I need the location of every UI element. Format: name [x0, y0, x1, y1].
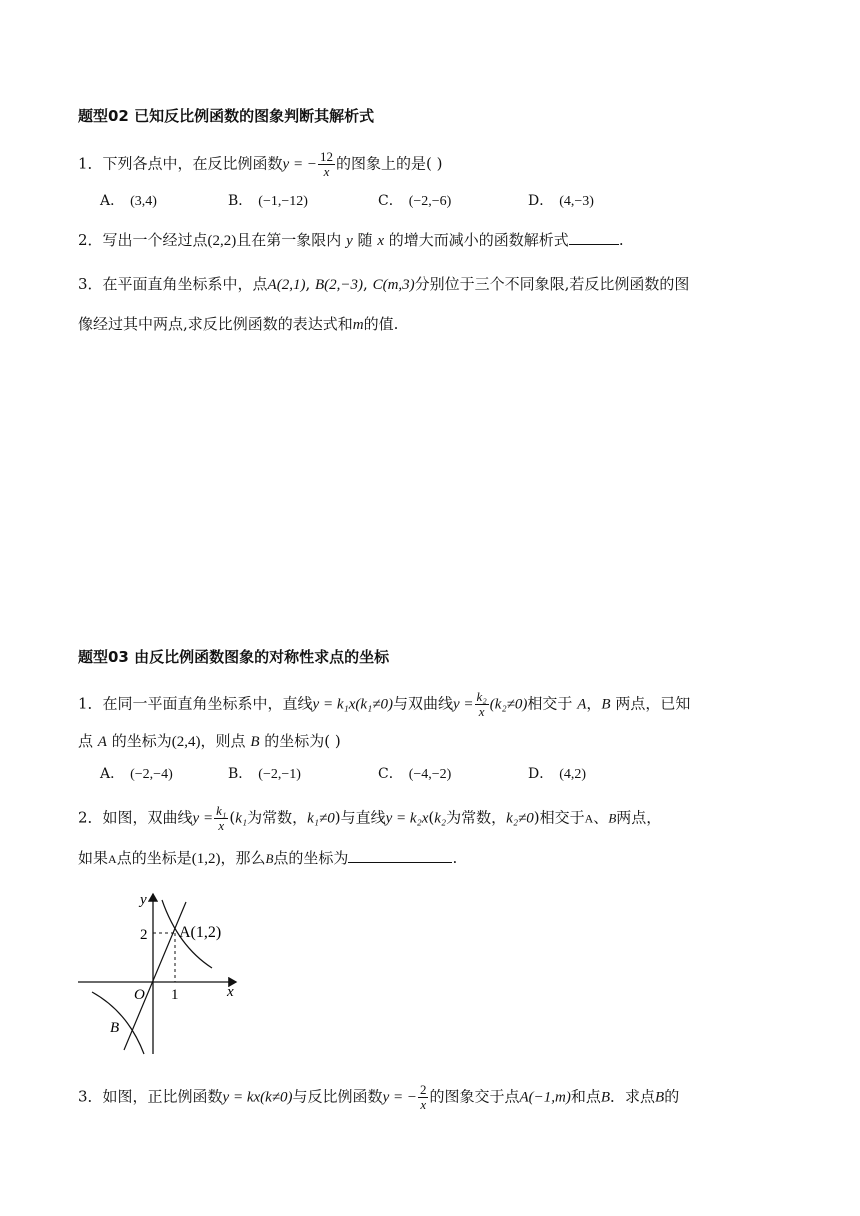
s2-q1-option-b[interactable]: B． (−1,−12) — [228, 193, 308, 209]
s3-question-3: 3．如图，正比例函数y = kx(k≠0)与反比例函数y = − $\frac{2}{x}$ 的图象交于点A(−1,m)和点B．求点B的 — [78, 1082, 680, 1112]
s3-question-2-line-2: 如果A点的坐标是(1,2)，那么B点的坐标为 . — [78, 849, 458, 867]
s2-q1-option-c[interactable]: C． (−2,−6) — [378, 193, 452, 209]
function-expression: y = − — [282, 156, 317, 173]
fraction: $\frac{\text{k₂}}{x}$ — [476, 689, 487, 719]
x-axis-label: x — [227, 984, 234, 1000]
hyperbola-figure — [78, 886, 248, 1056]
fraction: $\frac{2}{x}$ — [419, 1082, 427, 1112]
section-title-03: 题型03 由反比例函数图象的对称性求点的坐标 — [78, 648, 390, 666]
answer-blank[interactable] — [569, 230, 619, 245]
s3-question-2-line-1: 2．如图，双曲线y = $\frac{\text{k₁}}{x}$ (k₁为常数，k₁≠0)与直线y = k₂x(k₂为常数，k₂≠0)相交于A、B两点， — [78, 803, 662, 833]
s2-question-2: 2．写出一个经过点(2,2)且在第一象限内 y 随 x 的增大而减小的函数解析式 . — [78, 231, 624, 249]
s3-q1-option-b[interactable]: B． (−2,−1) — [228, 766, 301, 782]
point-b-label: B — [110, 1020, 120, 1036]
line-through-origin — [124, 902, 186, 1050]
tick-label-y: 2 — [140, 927, 148, 943]
s2-question-3-line-2: 像经过其中两点,求反比例函数的表达式和m的值. — [78, 315, 399, 333]
s2-question-3-line-1: 3．在平面直角坐标系中，点A(2,1), B(2,−3), C(m,3)分别位于三个不同象限,若反比例函数的图 — [78, 275, 690, 293]
origin-label: O — [134, 987, 145, 1003]
s3-q1-option-c[interactable]: C． (−4,−2) — [378, 766, 452, 782]
s2-q1-option-d[interactable]: D． (4,−3) — [528, 193, 594, 209]
y-axis-label: y — [140, 892, 147, 908]
s3-q1-option-d[interactable]: D． (4,2) — [528, 766, 587, 782]
fraction: $\frac{\text{k₁}}{x}$ — [216, 803, 227, 833]
fraction: $\frac{12}{x}$ — [319, 149, 333, 179]
section-title-02: 题型02 已知反比例函数的图象判断其解析式 — [78, 107, 375, 125]
s3-question-1-line-1: 1．在同一平面直角坐标系中，直线y = k₁x(k₁≠0)与双曲线y = $\frac{\text{k₂}}{x}$ (k₂≠0)相交于 A，B 两点，已知 — [78, 689, 691, 719]
s3-question-1-line-2: 点 A 的坐标为(2,4)，则点 B 的坐标为( ) — [78, 732, 341, 750]
point-a-label: A(1,2) — [179, 924, 222, 941]
s2-question-1: 1．下列各点中，在反比例函数y = − $\frac{12}{x}$ 的图象上的是( ) — [78, 149, 443, 179]
tick-label-x: 1 — [171, 987, 179, 1003]
answer-blank[interactable] — [348, 848, 452, 863]
s3-q1-option-a[interactable]: A． (−2,−4) — [100, 766, 173, 782]
s2-q1-option-a[interactable]: A． (3,4) — [100, 193, 157, 209]
